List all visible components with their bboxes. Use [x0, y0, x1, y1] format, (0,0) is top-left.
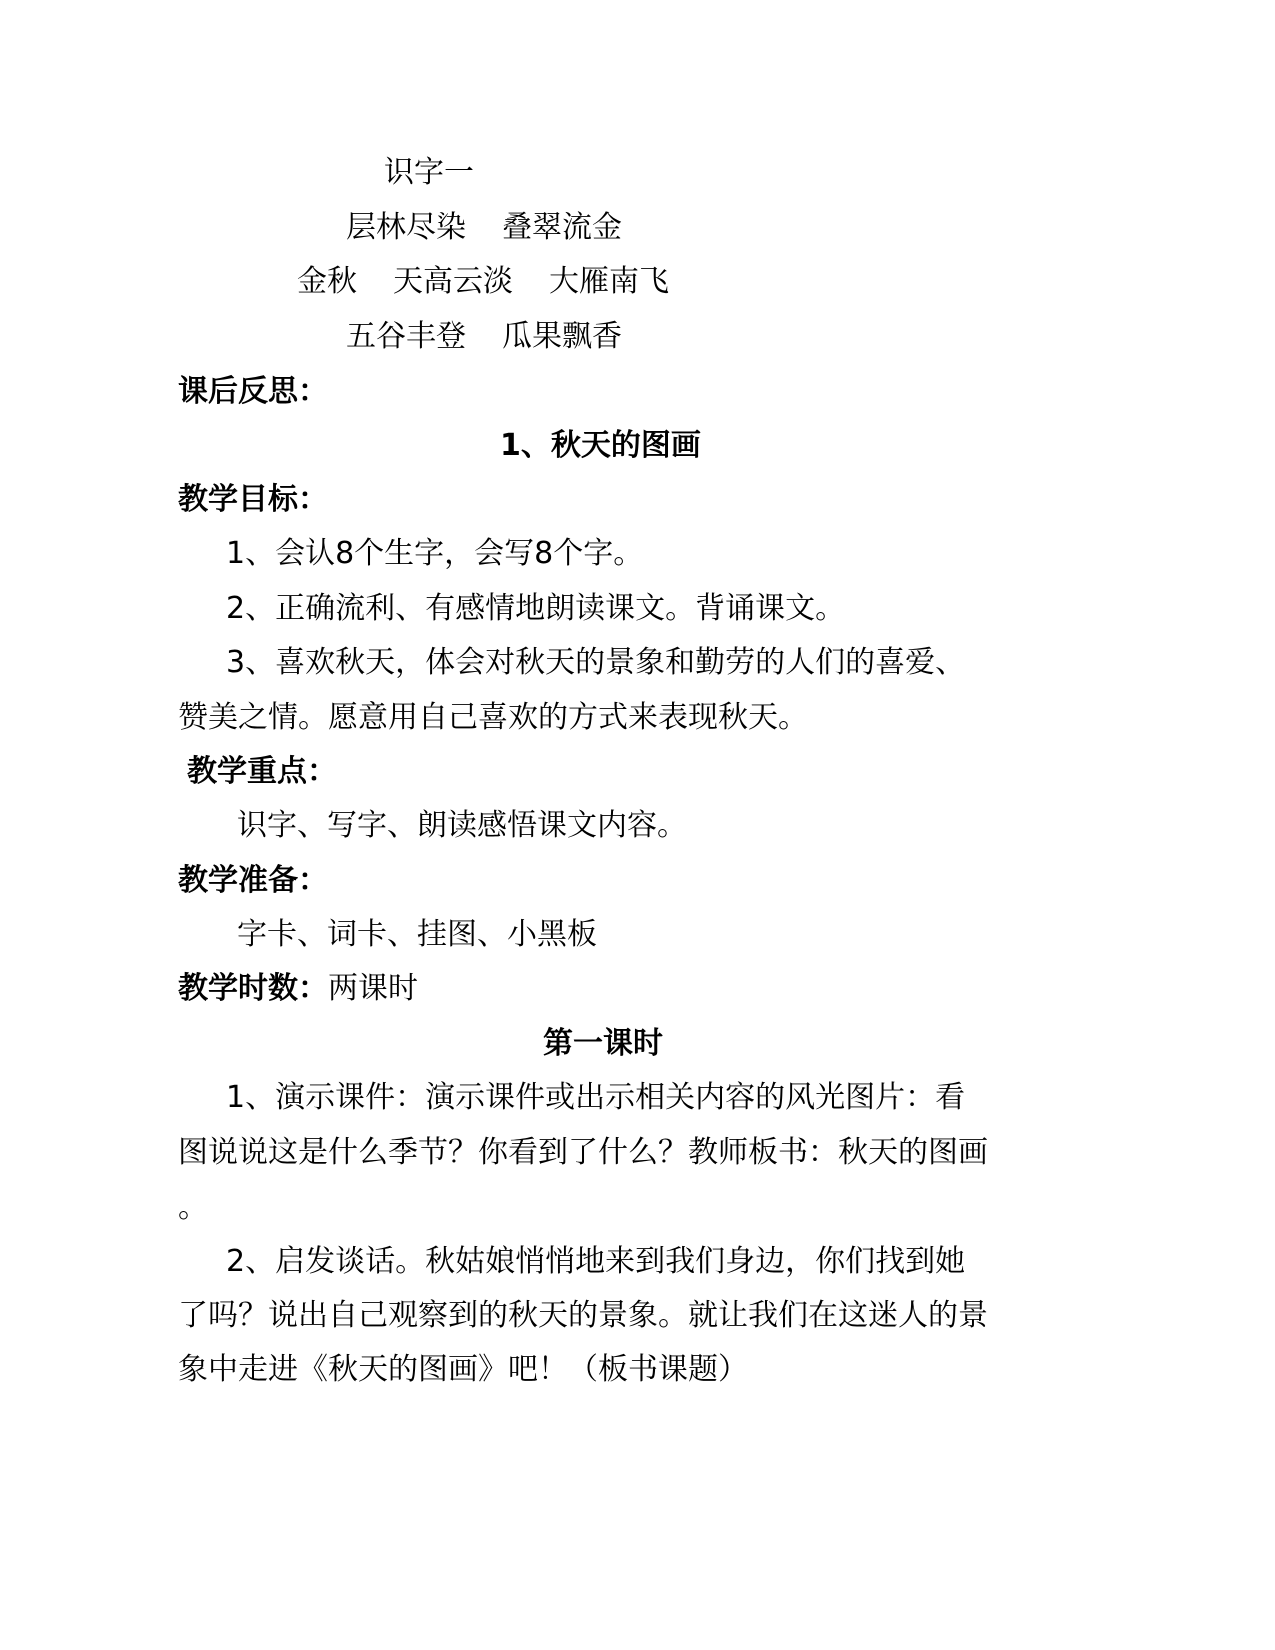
poem-phrase: 大雁南飞 [549, 264, 669, 299]
step-2-line-3: 象中走进《秋天的图画》吧！（板书课题） [178, 1352, 748, 1387]
period-title: 第一课时 [543, 1026, 663, 1061]
poem-line-3 [346, 317, 622, 357]
poem-phrase: 金秋 [297, 264, 357, 299]
prep-heading: 教学准备： [178, 863, 328, 898]
poem-phrase: 叠翠流金 [502, 210, 622, 245]
poem-title: 识字一 [384, 155, 474, 190]
step-1-line-3: 。 [178, 1190, 208, 1225]
lesson-title: 1、秋天的图画 [500, 428, 701, 463]
step-2-line-2: 了吗？说出自己观察到的秋天的景象。就让我们在这迷人的景 [178, 1298, 988, 1333]
step-2-line-1: 2、启发谈话。秋姑娘悄悄地来到我们身边，你们找到她 [226, 1244, 966, 1279]
step-1-line-2: 图说说这是什么季节？你看到了什么？教师板书：秋天的图画 [178, 1135, 988, 1170]
focus-text: 识字、写字、朗读感悟课文内容。 [237, 808, 687, 843]
poem-phrase: 瓜果飘香 [502, 319, 622, 354]
hours-heading: 教学时数： [178, 971, 328, 1006]
hours-text: 两课时 [328, 971, 418, 1006]
poem-phrase: 层林尽染 [346, 210, 466, 245]
goal-item-1: 1、会认8个生字，会写8个字。 [226, 536, 644, 571]
poem-phrase: 五谷丰登 [346, 319, 466, 354]
focus-heading: 教学重点： [187, 754, 337, 789]
prep-text: 字卡、词卡、挂图、小黑板 [237, 917, 597, 952]
goal-item-2: 2、正确流利、有感情地朗读课文。背诵课文。 [226, 591, 846, 626]
step-1-line-1: 1、演示课件：演示课件或出示相关内容的风光图片：看 [226, 1080, 966, 1115]
poem-line-2 [297, 262, 669, 302]
reflection-heading: 课后反思： [178, 374, 328, 409]
hours-line [178, 969, 418, 1009]
goal-item-3: 3、喜欢秋天，体会对秋天的景象和勤劳的人们的喜爱、 [226, 645, 966, 680]
goals-heading: 教学目标： [178, 482, 328, 517]
poem-phrase: 天高云淡 [393, 264, 513, 299]
goal-item-3-cont: 赞美之情。愿意用自己喜欢的方式来表现秋天。 [178, 700, 808, 735]
poem-line-1 [346, 208, 622, 248]
